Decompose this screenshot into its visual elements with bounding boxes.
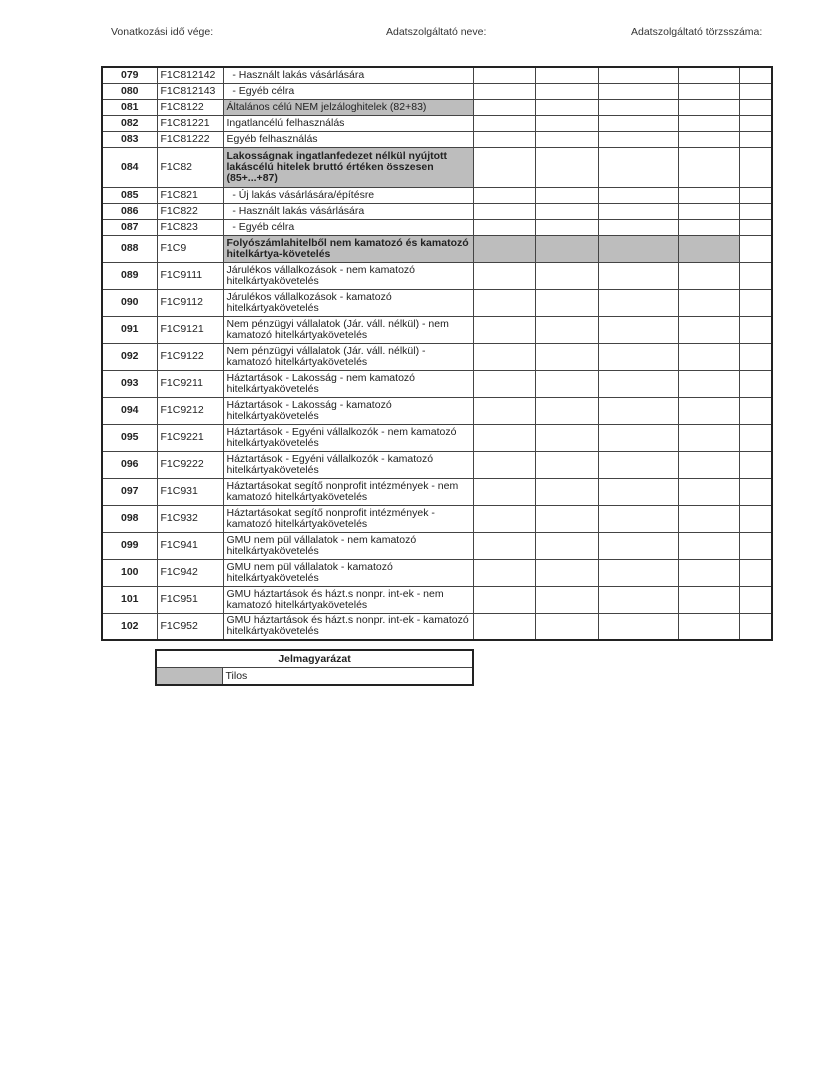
value-cell[interactable] [598,235,678,262]
table-row [102,397,772,424]
value-cell[interactable] [739,115,772,131]
value-cell[interactable] [535,115,598,131]
row-description: Háztartások - Egyéni vállalkozók - kamatozó hitelkártyakövetelés [223,451,473,478]
value-cell[interactable] [598,505,678,532]
value-cell[interactable] [598,83,678,99]
value-cell[interactable] [473,370,535,397]
row-code: F1C812143 [157,83,223,99]
row-code: F1C931 [157,478,223,505]
value-cell[interactable] [739,235,772,262]
value-cell[interactable] [535,451,598,478]
value-cell[interactable] [739,316,772,343]
row-number: 084 [102,147,157,187]
row-number: 085 [102,187,157,203]
row-description: Háztartások - Egyéni vállalkozók - nem kamatozó hitelkártyakövetelés [223,424,473,451]
value-cell[interactable] [535,505,598,532]
value-cell[interactable] [678,67,739,83]
value-cell[interactable] [678,115,739,131]
value-cell[interactable] [535,203,598,219]
row-code: F1C812142 [157,67,223,83]
value-cell[interactable] [739,67,772,83]
value-cell[interactable] [473,478,535,505]
value-cell[interactable] [739,586,772,613]
value-cell[interactable] [473,83,535,99]
value-cell[interactable] [739,99,772,115]
row-number: 079 [102,67,157,83]
value-cell[interactable] [598,219,678,235]
value-cell[interactable] [678,83,739,99]
row-number: 101 [102,586,157,613]
row-number: 082 [102,115,157,131]
value-cell[interactable] [739,131,772,147]
row-code: F1C82 [157,147,223,187]
value-cell[interactable] [535,99,598,115]
value-cell[interactable] [535,613,598,640]
value-cell[interactable] [473,451,535,478]
value-cell[interactable] [678,203,739,219]
table-row [102,83,772,99]
value-cell[interactable] [535,219,598,235]
value-cell[interactable] [739,559,772,586]
table-row [102,316,772,343]
row-description: - Egyéb célra [223,83,473,99]
table-row [102,289,772,316]
value-cell[interactable] [739,613,772,640]
row-code: F1C8122 [157,99,223,115]
row-code: F1C822 [157,203,223,219]
value-cell[interactable] [598,262,678,289]
row-code: F1C9222 [157,451,223,478]
value-cell[interactable] [739,83,772,99]
row-code: F1C9112 [157,289,223,316]
value-cell[interactable] [739,203,772,219]
row-number: 080 [102,83,157,99]
value-cell[interactable] [739,505,772,532]
table-row [102,343,772,370]
row-description: - Új lakás vásárlására/építésre [223,187,473,203]
row-description: Általános célú NEM jelzáloghitelek (82+83) [223,99,473,115]
value-cell[interactable] [678,262,739,289]
value-cell[interactable] [739,451,772,478]
table-row [102,451,772,478]
value-cell[interactable] [535,147,598,187]
row-description: Folyószámlahitelből nem kamatozó és kamatozó hitelkártya-követelés [223,235,473,262]
legend-swatch [156,668,222,686]
value-cell[interactable] [739,219,772,235]
value-cell[interactable] [739,147,772,187]
value-cell[interactable] [598,316,678,343]
value-cell[interactable] [678,532,739,559]
row-number: 081 [102,99,157,115]
row-code: F1C9 [157,235,223,262]
table-row [102,262,772,289]
legend-title: Jelmagyarázat [156,650,473,668]
row-description: GMU nem pül vállalatok - kamatozó hitelkártyakövetelés [223,559,473,586]
row-number: 090 [102,289,157,316]
value-cell[interactable] [473,235,535,262]
value-cell[interactable] [678,343,739,370]
value-cell[interactable] [473,532,535,559]
value-cell[interactable] [473,613,535,640]
value-cell[interactable] [598,131,678,147]
row-code: F1C952 [157,613,223,640]
row-code: F1C9221 [157,424,223,451]
row-code: F1C9121 [157,316,223,343]
row-code: F1C9212 [157,397,223,424]
row-description: Háztartásokat segítő nonprofit intézmények - kamatozó hitelkártyakövetelés [223,505,473,532]
value-cell[interactable] [535,559,598,586]
row-number: 097 [102,478,157,505]
value-cell[interactable] [598,67,678,83]
value-cell[interactable] [473,99,535,115]
row-description: GMU háztartások és házt.s nonpr. int-ek - kamatozó hitelkártyakövetelés [223,613,473,640]
value-cell[interactable] [598,289,678,316]
table-row [102,478,772,505]
value-cell[interactable] [678,478,739,505]
value-cell[interactable] [678,370,739,397]
row-number: 094 [102,397,157,424]
value-cell[interactable] [739,478,772,505]
value-cell[interactable] [598,397,678,424]
row-description: Háztartások - Lakosság - kamatozó hitelkártyakövetelés [223,397,473,424]
legend-row [156,668,473,686]
row-description: GMU nem pül vállalatok - nem kamatozó hitelkártyakövetelés [223,532,473,559]
value-cell[interactable] [535,262,598,289]
value-cell[interactable] [473,424,535,451]
value-cell[interactable] [535,235,598,262]
row-description: Nem pénzügyi vállalatok (Jár. váll. nélkül) - kamatozó hitelkártyakövetelés [223,343,473,370]
value-cell[interactable] [598,586,678,613]
value-cell[interactable] [678,187,739,203]
row-number: 093 [102,370,157,397]
value-cell[interactable] [535,187,598,203]
value-cell[interactable] [598,147,678,187]
legend-table [155,649,474,686]
value-cell[interactable] [678,99,739,115]
row-number: 092 [102,343,157,370]
table-row [102,203,772,219]
table-row [102,235,772,262]
value-cell[interactable] [535,316,598,343]
value-cell[interactable] [473,397,535,424]
value-cell[interactable] [473,289,535,316]
value-cell[interactable] [598,478,678,505]
row-code: F1C9111 [157,262,223,289]
table-row [102,147,772,187]
value-cell[interactable] [535,532,598,559]
value-cell[interactable] [598,559,678,586]
value-cell[interactable] [473,219,535,235]
value-cell[interactable] [678,424,739,451]
table-row [102,115,772,131]
value-cell[interactable] [739,424,772,451]
value-cell[interactable] [535,370,598,397]
table-row [102,613,772,640]
value-cell[interactable] [598,187,678,203]
value-cell[interactable] [678,451,739,478]
value-cell[interactable] [535,67,598,83]
value-cell[interactable] [598,115,678,131]
row-number: 091 [102,316,157,343]
value-cell[interactable] [535,289,598,316]
value-cell[interactable] [678,559,739,586]
row-code: F1C81221 [157,115,223,131]
value-cell[interactable] [739,262,772,289]
value-cell[interactable] [535,586,598,613]
table-row [102,187,772,203]
row-number: 100 [102,559,157,586]
row-code: F1C823 [157,219,223,235]
table-row [102,370,772,397]
row-code: F1C941 [157,532,223,559]
table-row [102,131,772,147]
value-cell[interactable] [678,397,739,424]
row-code: F1C821 [157,187,223,203]
value-cell[interactable] [678,289,739,316]
table-row [102,532,772,559]
row-number: 098 [102,505,157,532]
row-code: F1C951 [157,586,223,613]
value-cell[interactable] [473,187,535,203]
value-cell[interactable] [598,99,678,115]
row-code: F1C932 [157,505,223,532]
row-number: 095 [102,424,157,451]
value-cell[interactable] [739,370,772,397]
value-cell[interactable] [739,187,772,203]
period-end-label: Vonatkozási idő vége: [111,26,214,38]
row-description: - Használt lakás vásárlására [223,67,473,83]
table-row [102,505,772,532]
row-number: 087 [102,219,157,235]
row-description: - Használt lakás vásárlására [223,203,473,219]
row-description: Ingatlancélú felhasználás [223,115,473,131]
table-row [102,99,772,115]
value-cell[interactable] [473,67,535,83]
table-row [102,586,772,613]
row-number: 088 [102,235,157,262]
row-description: - Egyéb célra [223,219,473,235]
value-cell[interactable] [473,316,535,343]
value-cell[interactable] [535,397,598,424]
value-cell[interactable] [535,131,598,147]
provider-id-label: Adatszolgáltató törzsszáma: [631,26,763,38]
provider-name-label: Adatszolgáltató neve: [386,26,487,38]
row-description: Háztartásokat segítő nonprofit intézmények - nem kamatozó hitelkártyakövetelés [223,478,473,505]
row-description: Járulékos vállalkozások - nem kamatozó hitelkártyakövetelés [223,262,473,289]
value-cell[interactable] [598,343,678,370]
value-cell[interactable] [473,147,535,187]
value-cell[interactable] [678,586,739,613]
table-row [102,424,772,451]
value-cell[interactable] [473,505,535,532]
row-number: 102 [102,613,157,640]
table-row [102,219,772,235]
row-code: F1C9211 [157,370,223,397]
value-cell[interactable] [535,343,598,370]
value-cell[interactable] [473,559,535,586]
row-description: Nem pénzügyi vállalatok (Jár. váll. nélkül) - nem kamatozó hitelkártyakövetelés [223,316,473,343]
row-number: 089 [102,262,157,289]
value-cell[interactable] [535,424,598,451]
value-cell[interactable] [598,451,678,478]
value-cell[interactable] [739,532,772,559]
value-cell[interactable] [473,203,535,219]
row-code: F1C81222 [157,131,223,147]
row-code: F1C9122 [157,343,223,370]
row-description: Járulékos vállalkozások - kamatozó hitelkártyakövetelés [223,289,473,316]
value-cell[interactable] [678,613,739,640]
value-cell[interactable] [598,370,678,397]
value-cell[interactable] [678,235,739,262]
value-cell[interactable] [598,532,678,559]
row-number: 099 [102,532,157,559]
value-cell[interactable] [473,131,535,147]
value-cell[interactable] [678,131,739,147]
value-cell[interactable] [473,343,535,370]
table-row [102,67,772,83]
value-cell[interactable] [535,478,598,505]
row-number: 083 [102,131,157,147]
value-cell[interactable] [473,115,535,131]
value-cell[interactable] [678,147,739,187]
row-description: GMU háztartások és házt.s nonpr. int-ek - nem kamatozó hitelkártyakövetelés [223,586,473,613]
value-cell[interactable] [535,83,598,99]
row-description: Lakosságnak ingatlanfedezet nélkül nyújtott lakáscélú hitelek bruttó értéken összesen (85+...+87) [223,147,473,187]
data-table [101,66,773,641]
value-cell[interactable] [678,505,739,532]
row-number: 096 [102,451,157,478]
row-code: F1C942 [157,559,223,586]
row-description: Háztartások - Lakosság - nem kamatozó hitelkártyakövetelés [223,370,473,397]
value-cell[interactable] [473,586,535,613]
table-row [102,559,772,586]
value-cell[interactable] [739,343,772,370]
value-cell[interactable] [598,424,678,451]
value-cell[interactable] [739,289,772,316]
legend-label: Tilos [222,668,473,686]
table-body [102,67,772,640]
value-cell[interactable] [739,397,772,424]
value-cell[interactable] [678,316,739,343]
value-cell[interactable] [678,219,739,235]
value-cell[interactable] [473,262,535,289]
row-description: Egyéb felhasználás [223,131,473,147]
value-cell[interactable] [598,203,678,219]
row-number: 086 [102,203,157,219]
value-cell[interactable] [598,613,678,640]
